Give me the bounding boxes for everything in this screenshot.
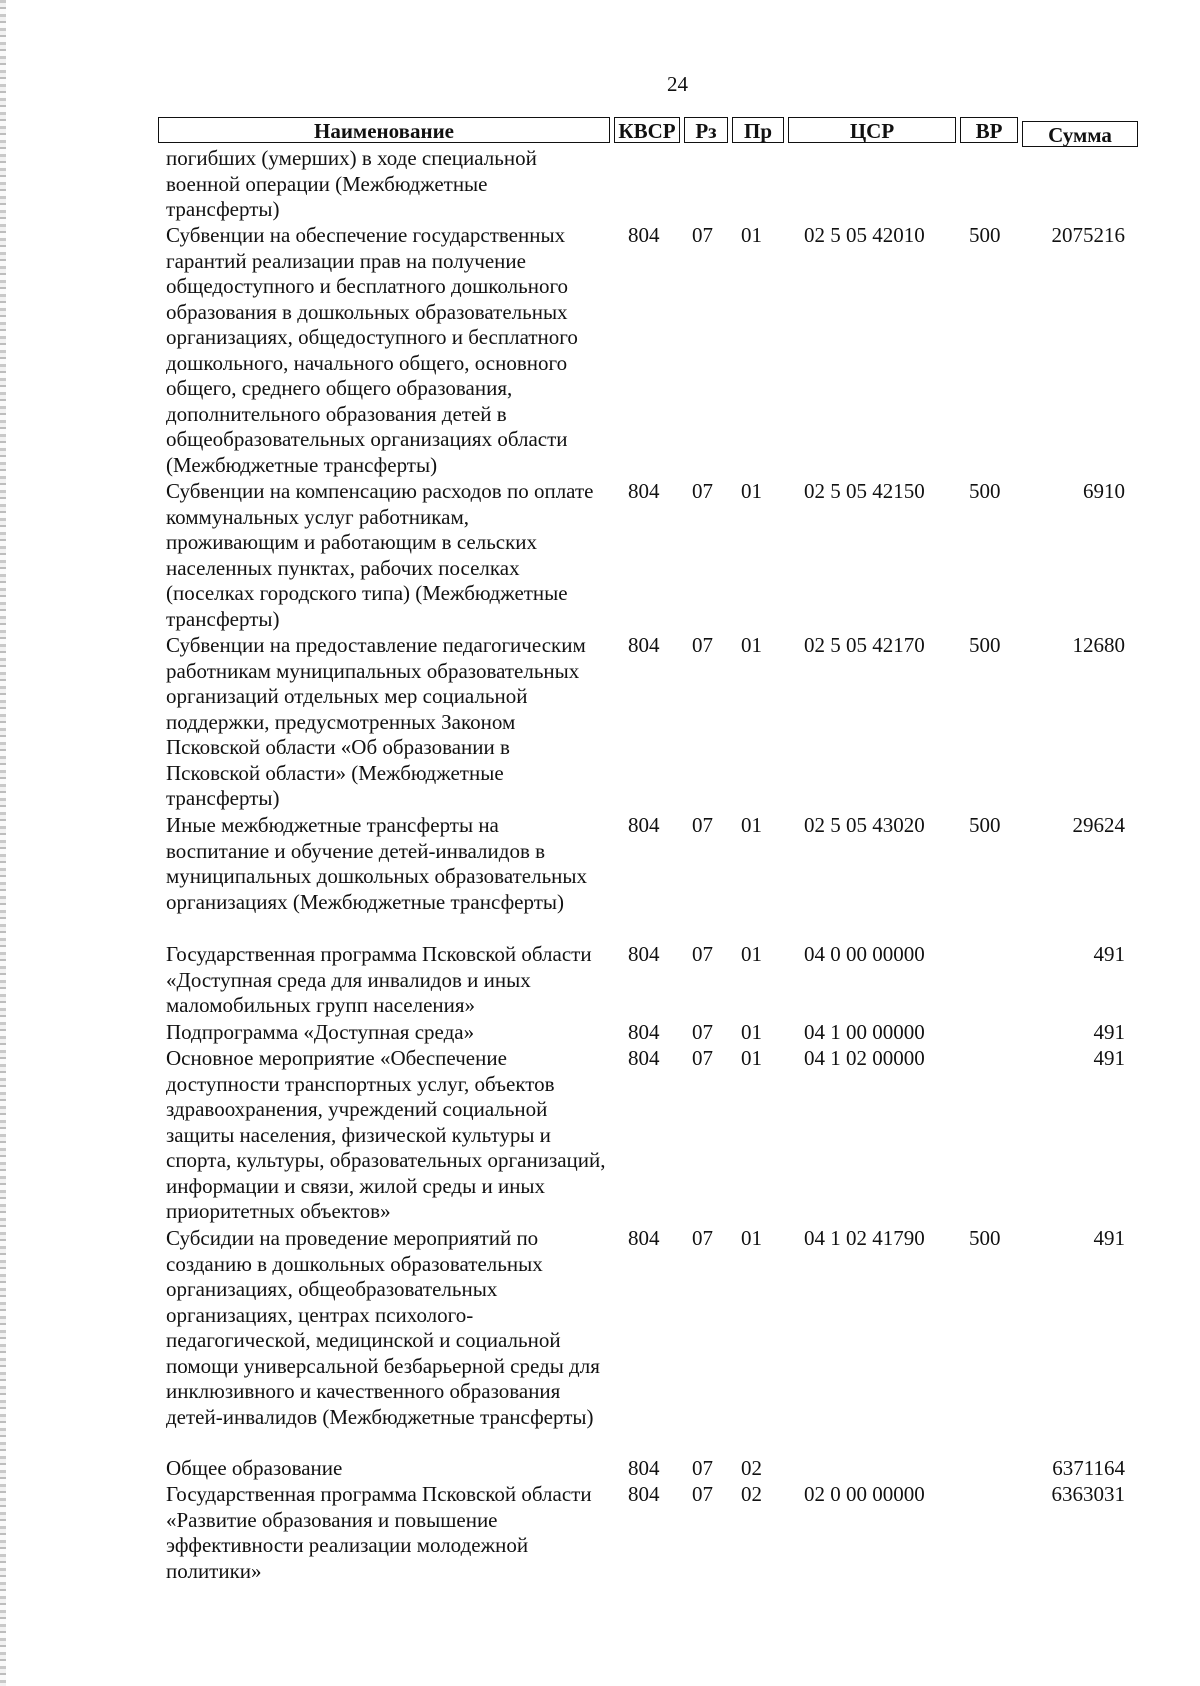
row-csr: 04 1 02 41790 — [804, 1226, 925, 1250]
row-name: Субвенции на обеспечение государственных гарантий реализации прав на получение общедоступного и бесплатного дошкольного образования в дошкольных образовательных организациях, общедоступного и бесплатного дошкольного, начального общего, основного общего, среднего общего образования, дополнительного образования детей в общеобразовательных организациях области (Межбюджетные трансферты) — [166, 223, 578, 477]
table-header — [158, 117, 1138, 145]
row-pr: 01 — [741, 1226, 762, 1250]
row-kvsr: 804 — [628, 1482, 660, 1506]
row-sum: 2075216 — [1051, 223, 1125, 247]
header-sum: Сумма — [1022, 121, 1138, 147]
row-name: Субвенции на компенсацию расходов по оплате коммунальных услуг работникам, проживающим и работающим в сельских населенных пунктах, рабочих поселках (поселках городского типа) (Межбюджетные трансферты) — [166, 479, 594, 631]
row-csr: 02 5 05 42150 — [804, 479, 925, 503]
header-csr: ЦСР — [788, 117, 956, 143]
row-sum: 6363031 — [1051, 1482, 1125, 1506]
row-rz: 07 — [692, 1046, 713, 1070]
row-csr: 04 0 00 00000 — [804, 942, 925, 966]
row-kvsr: 804 — [628, 633, 660, 657]
row-rz: 07 — [692, 1226, 713, 1250]
row-sum: 12680 — [1072, 633, 1125, 657]
row-sum: 491 — [1093, 942, 1125, 966]
page-number: 24 — [667, 72, 688, 96]
row-name: Общее образование — [166, 1456, 343, 1480]
row-pr: 01 — [741, 813, 762, 837]
row-csr: 04 1 00 00000 — [804, 1020, 925, 1044]
row-sum: 6910 — [1083, 479, 1125, 503]
row-rz: 07 — [692, 942, 713, 966]
row-sum: 29624 — [1072, 813, 1125, 837]
row-csr: 04 1 02 00000 — [804, 1046, 925, 1070]
header-name: Наименование — [158, 117, 610, 143]
row-name: Субвенции на предоставление педагогическим работникам муниципальных образовательных организаций отдельных мер социальной поддержки, предусмотренных Законом Псковской области «Об образовании в Псковской области» (Межбюджетные трансферты) — [166, 633, 586, 810]
row-kvsr: 804 — [628, 1020, 660, 1044]
row-csr: 02 5 05 43020 — [804, 813, 925, 837]
row-kvsr: 804 — [628, 223, 660, 247]
row-name: Субсидии на проведение мероприятий по созданию в дошкольных образовательных организациях, общеобразовательных организациях, центрах психолого-педагогической, медицинской и социальной помощи универсальной безбарьерной среды для инклюзивного и качественного образования детей-инвалидов (Межбюджетные трансферты) — [166, 1226, 600, 1429]
row-vr: 500 — [969, 1226, 1001, 1250]
header-pr: Пр — [732, 117, 784, 143]
row-pr: 01 — [741, 1020, 762, 1044]
scan-edge — [0, 0, 6, 1686]
row-rz: 07 — [692, 1482, 713, 1506]
row-name: Государственная программа Псковской области «Развитие образования и повышение эффективности реализации молодежной политики» — [166, 1482, 592, 1583]
row-pr: 02 — [741, 1456, 762, 1480]
row-pr: 01 — [741, 1046, 762, 1070]
row-pr: 02 — [741, 1482, 762, 1506]
row-rz: 07 — [692, 1020, 713, 1044]
row-kvsr: 804 — [628, 479, 660, 503]
row-vr: 500 — [969, 479, 1001, 503]
row-name: Подпрограмма «Доступная среда» — [166, 1020, 475, 1044]
row-sum: 491 — [1093, 1020, 1125, 1044]
row-csr: 02 5 05 42010 — [804, 223, 925, 247]
row-rz: 07 — [692, 223, 713, 247]
row-kvsr: 804 — [628, 1046, 660, 1070]
row-rz: 07 — [692, 813, 713, 837]
row-pr: 01 — [741, 479, 762, 503]
row-name: Основное мероприятие «Обеспечение доступности транспортных услуг, объектов здравоохранения, учреждений социальной защиты населения, физической культуры и спорта, культуры, образовательных организаций, информации и связи, жилой среды и иных приоритетных объектов» — [166, 1046, 606, 1223]
row-sum: 6371164 — [1052, 1456, 1125, 1480]
row-kvsr: 804 — [628, 1226, 660, 1250]
row-rz: 07 — [692, 1456, 713, 1480]
row-pr: 01 — [741, 223, 762, 247]
row-csr: 02 5 05 42170 — [804, 633, 925, 657]
row-rz: 07 — [692, 479, 713, 503]
row-vr: 500 — [969, 813, 1001, 837]
row-name: погибших (умерших) в ходе специальной военной операции (Межбюджетные трансферты) — [166, 146, 537, 221]
row-name: Иные межбюджетные трансферты на воспитание и обучение детей-инвалидов в муниципальных дошкольных образовательных организациях (Межбюджетные трансферты) — [166, 813, 588, 914]
row-vr: 500 — [969, 633, 1001, 657]
row-kvsr: 804 — [628, 1456, 660, 1480]
row-rz: 07 — [692, 633, 713, 657]
header-kvsr: КВСР — [614, 117, 680, 143]
row-vr: 500 — [969, 223, 1001, 247]
row-pr: 01 — [741, 942, 762, 966]
row-sum: 491 — [1093, 1046, 1125, 1070]
row-sum: 491 — [1093, 1226, 1125, 1250]
row-csr: 02 0 00 00000 — [804, 1482, 925, 1506]
row-kvsr: 804 — [628, 942, 660, 966]
row-pr: 01 — [741, 633, 762, 657]
row-kvsr: 804 — [628, 813, 660, 837]
header-rz: Рз — [684, 117, 728, 143]
row-name: Государственная программа Псковской области «Доступная среда для инвалидов и иных маломобильных групп населения» — [166, 942, 592, 1017]
header-vr: ВР — [960, 117, 1018, 143]
